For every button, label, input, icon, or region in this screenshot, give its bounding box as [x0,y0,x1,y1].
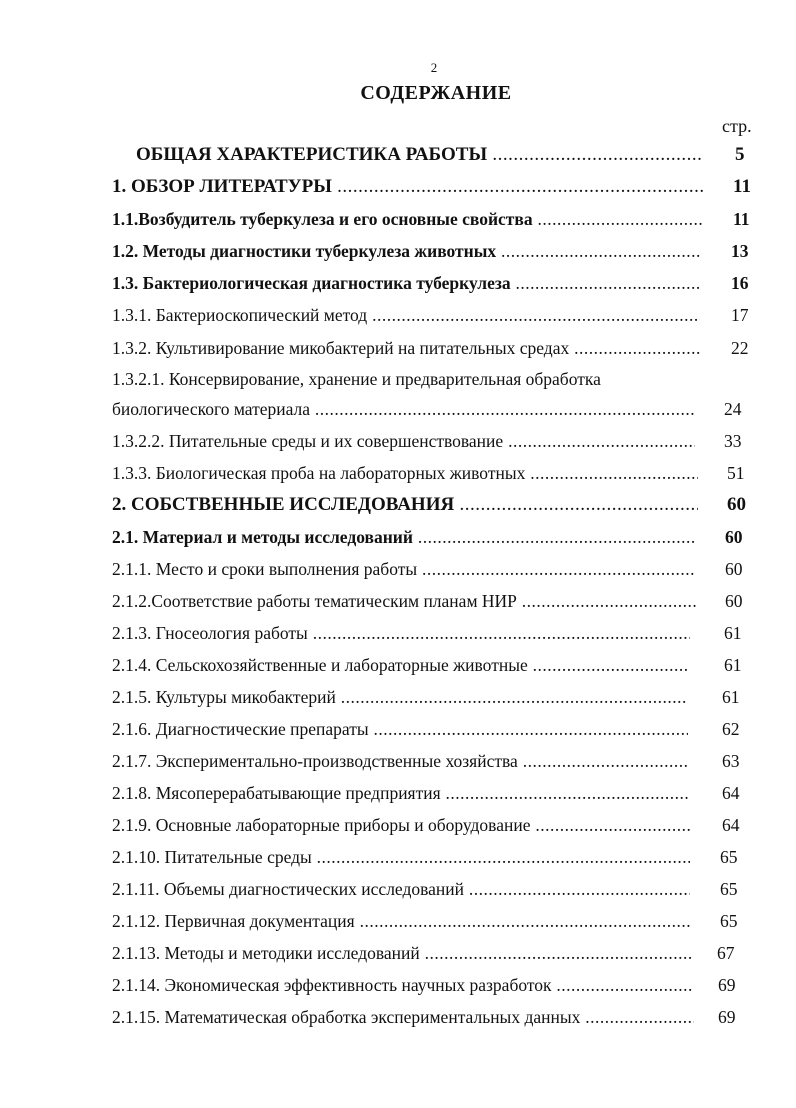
toc-entry-page: 5 [735,144,745,165]
toc-entry-page: 69 [718,975,736,995]
toc-entry-title: 1.3.2.1. Консервирование, хранение и предварительная обработка [112,369,601,389]
toc-entry-title: 1.3.2.2. Питательные среды и их совершенствование ..... [112,429,695,453]
toc-entry-page: 17 [731,305,749,325]
toc-entry-page: 13 [731,241,749,261]
toc-entry-page: 64 [722,815,740,835]
toc-entry-page: 24 [724,399,742,419]
toc-entry-page: 22 [731,338,749,358]
toc-entry-page: 33 [724,431,742,451]
toc-entry-page: 61 [724,623,742,643]
toc-entry-page: 16 [731,273,749,293]
toc-entry-page: 65 [720,879,738,899]
toc-entry-title: 1.3.2. Культивирование микобактерий на питательных средах ..... [112,336,700,360]
toc-entry-page: 60 [727,494,746,515]
toc-entry-page: 65 [720,847,738,867]
toc-entry-title: 2.1.3. Гносеология работы ..... [112,621,690,645]
toc-entry-title: 2.1.8. Мясоперерабатывающие предприятия ..... [112,781,690,805]
toc-entry-page: 51 [727,463,745,483]
page-title: СОДЕРЖАНИЕ [360,82,512,104]
toc-entry-title: 2.1.7. Экспериментально-производственные хозяйства ..... [112,749,688,773]
toc-entry-page: 60 [725,591,743,611]
toc-entry-title: ОБЩАЯ ХАРАКТЕРИСТИКА РАБОТЫ ..... [136,143,703,167]
toc-entry-title: 2.1.14. Экономическая эффективность научных разработок ..... [112,973,694,997]
page-number: 2 [430,60,438,75]
toc-entry-page: 64 [722,783,740,803]
toc-entry-title: биологического материала ..... [112,397,695,421]
toc-entry-title: 1.3.1. Бактериоскопический метод ..... [112,303,700,327]
toc-entry-page: 60 [725,527,743,547]
toc-entry-title: 1. ОБЗОР ЛИТЕРАТУРЫ ..... [112,175,704,199]
toc-entry-page: 11 [733,176,751,197]
toc-entry-title: 2.1.5. Культуры микобактерий ..... [112,685,688,709]
toc-entry-title: 2.1.4. Сельскохозяйственные и лабораторные животные ..... [112,653,688,677]
toc-entry-title: 1.2. Методы диагностики туберкулеза животных ..... [112,239,702,263]
toc-entry-page: 61 [724,655,742,675]
toc-entry-title: 2.1. Материал и методы исследований ..... [112,525,696,549]
toc-entry-page: 61 [722,687,740,707]
toc-entry-title: 2.1.1. Место и сроки выполнения работы ..... [112,557,696,581]
toc-entry-title: 2.1.13. Методы и методики исследований ..... [112,941,692,965]
toc-entry-title: 2.1.6. Диагностические препараты ..... [112,717,688,741]
toc-entry-title: 2.1.15. Математическая обработка экспериментальных данных ..... [112,1005,694,1029]
toc-entry-page: 11 [733,209,750,229]
toc-entry-title: 2. СОБСТВЕННЫЕ ИССЛЕДОВАНИЯ ..... [112,493,698,517]
toc-entry-title: 2.1.12. Первичная документация ..... [112,909,692,933]
toc-entry-page: 67 [717,943,735,963]
pages-column-label: стр. [722,116,752,136]
toc-entry-page: 63 [722,751,740,771]
toc-entry-title: 2.1.2.Соответствие работы тематическим планам НИР ..... [112,589,696,613]
toc-entry-title: 2.1.10. Питательные среды ..... [112,845,690,869]
toc-entry-page: 60 [725,559,743,579]
toc-entry-page: 69 [718,1007,736,1027]
toc-entry-page: 62 [722,719,740,739]
toc-entry-title: 1.3. Бактериологическая диагностика туберкулеза ..... [112,271,700,295]
toc-entry-title: 2.1.9. Основные лабораторные приборы и оборудование ..... [112,813,690,837]
toc-entry-title: 1.1.Возбудитель туберкулеза и его основные свойства ..... [112,207,702,231]
toc-entry-page: 65 [720,911,738,931]
toc-entry-title: 1.3.3. Биологическая проба на лабораторных животных ..... [112,461,698,485]
toc-entry-title: 2.1.11. Объемы диагностических исследований ..... [112,877,690,901]
